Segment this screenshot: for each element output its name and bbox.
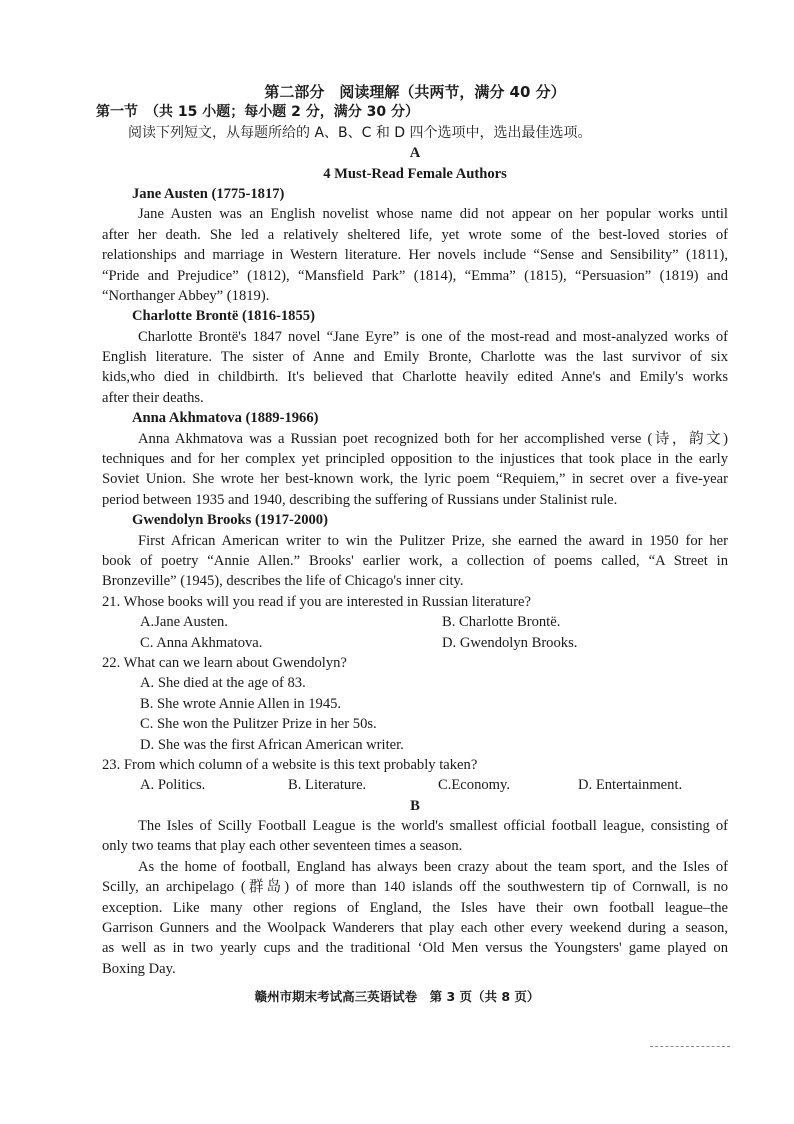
answer-option[interactable]: D. She was the first African American writer. — [140, 736, 404, 753]
answer-option[interactable]: C. She won the Pulitzer Prize in her 50s. — [140, 716, 377, 733]
instruction: 阅读下列短文，从每题所给的 A、B、C 和 D 四个选项中，选出最佳选项。 — [128, 124, 592, 141]
authors-list — [102, 184, 728, 592]
author-text-line: Bronzeville” (1945), describes the life of Chicago's inner city. — [102, 573, 464, 590]
passage-b-label: B — [410, 797, 420, 814]
passage-text-line: exception. Like many other regions of England, the Isles have their own football league–the — [102, 899, 728, 916]
author-text-line: relationships and marriage in Western literature. Her novels include “Sense and Sensibility” (1811), — [102, 247, 728, 264]
answer-option[interactable]: A.Jane Austen. — [140, 614, 228, 631]
passage-text-line: Garrison Gunners and the Woolpack Wanderers that play each other every weekend during a season, — [102, 920, 728, 937]
question-stem: 21. Whose books will you read if you are interested in Russian literature? — [102, 593, 531, 610]
answer-option[interactable]: D. Gwendolyn Brooks. — [442, 634, 578, 651]
author-text-line: techniques and for her complex yet principled opposition to the injustices that took place in the early — [102, 451, 728, 468]
answer-option[interactable]: A. She died at the age of 83. — [140, 675, 306, 692]
answer-option[interactable]: C. Anna Akhmatova. — [140, 634, 263, 651]
question-stem: 22. What can we learn about Gwendolyn? — [102, 654, 347, 671]
section-title: 第一节 （共 15 小题；每小题 2 分，满分 30 分） — [96, 104, 419, 121]
author-text-line: Soviet Union. She wrote her best-known work, the lyric poem “Requiem,” in secret over a five-year — [102, 471, 728, 488]
passage-text-line: as well as in two yearly cups and the traditional ‘Old Men versus the Youngsters' game played on — [102, 940, 728, 957]
author-text-line: period between 1935 and 1940, describing the suffering of Russians under Stalinist rule. — [102, 491, 618, 508]
author-text-line: English literature. The sister of Anne and Emily Bronte, Charlotte was the last survivor of six — [102, 349, 728, 366]
passage-a-title: 4 Must-Read Female Authors — [323, 165, 507, 182]
author-text-line: “Northanger Abbey” (1819). — [102, 287, 270, 304]
passage-b-body — [102, 816, 728, 979]
author-name: Charlotte Brontë (1816-1855) — [132, 308, 315, 325]
author-text-line: Charlotte Brontë's 1847 novel “Jane Eyre” is one of the most-read and most-analyzed works of — [138, 328, 728, 345]
answer-option[interactable]: D. Entertainment. — [578, 777, 683, 794]
passage-text-line: As the home of football, England has always been crazy about the team sport, and the Isles of — [138, 858, 728, 875]
option-row — [102, 775, 728, 795]
exam-page — [96, 82, 728, 979]
questions-list — [102, 592, 728, 796]
author-text-line: after their deaths. — [102, 389, 204, 406]
passage-text-line: The Isles of Scilly Football League is the world's smallest official football league, consisting of — [138, 818, 728, 835]
author-name: Jane Austen (1775-1817) — [132, 185, 285, 202]
author-text-line: Anna Akhmatova was a Russian poet recognized both for her accomplished verse (诗，韵文) — [138, 430, 728, 447]
passage-text-line: Scilly, an archipelago (群岛) of more than 140 islands off the southwestern tip of Cornwall, is no — [102, 879, 728, 896]
answer-option[interactable]: B. Charlotte Brontë. — [442, 614, 561, 631]
author-text-line: book of poetry “Annie Allen.” Brooks' earlier work, a collection of poems called, “A Street in — [102, 552, 728, 569]
author-text-line: First African American writer to win the Pulitzer Prize, she earned the award in 1950 for her — [138, 532, 728, 549]
question-stem: 23. From which column of a website is this text probably taken? — [102, 756, 478, 773]
part-title: 第二部分 阅读理解（共两节，满分 40 分） — [264, 83, 566, 101]
option-row — [102, 633, 728, 653]
author-text-line: kids,who died in childbirth. It's believed that Charlotte heavily edited Anne's and Emily's works — [102, 369, 728, 386]
option-row — [102, 612, 728, 632]
answer-option[interactable]: B. She wrote Annie Allen in 1945. — [140, 695, 342, 712]
author-text-line: Jane Austen was an English novelist whose name did not appear on her popular works until — [138, 206, 728, 223]
answer-option[interactable]: B. Literature. — [288, 777, 367, 794]
passage-text-line: only two teams that play each other seventeen times a season. — [102, 838, 463, 855]
page-footer: 赣州市期末考试高三英语试卷 第 3 页（共 8 页） — [254, 989, 540, 1004]
author-name: Anna Akhmatova (1889-1966) — [132, 410, 319, 427]
passage-a-label: A — [409, 145, 421, 162]
author-name: Gwendolyn Brooks (1917-2000) — [132, 512, 328, 529]
author-text-line: “Pride and Prejudice” (1812), “Mansfield Park” (1814), “Emma” (1815), “Persuasion” (1819) and — [102, 267, 728, 284]
answer-option[interactable]: A. Politics. — [140, 777, 206, 794]
author-text-line: after her death. She led a relatively sheltered life, yet wrote some of the best-loved stories of — [102, 226, 728, 243]
answer-option[interactable]: C.Economy. — [438, 777, 511, 794]
passage-text-line: Boxing Day. — [102, 960, 176, 977]
scan-mark — [650, 1046, 730, 1049]
